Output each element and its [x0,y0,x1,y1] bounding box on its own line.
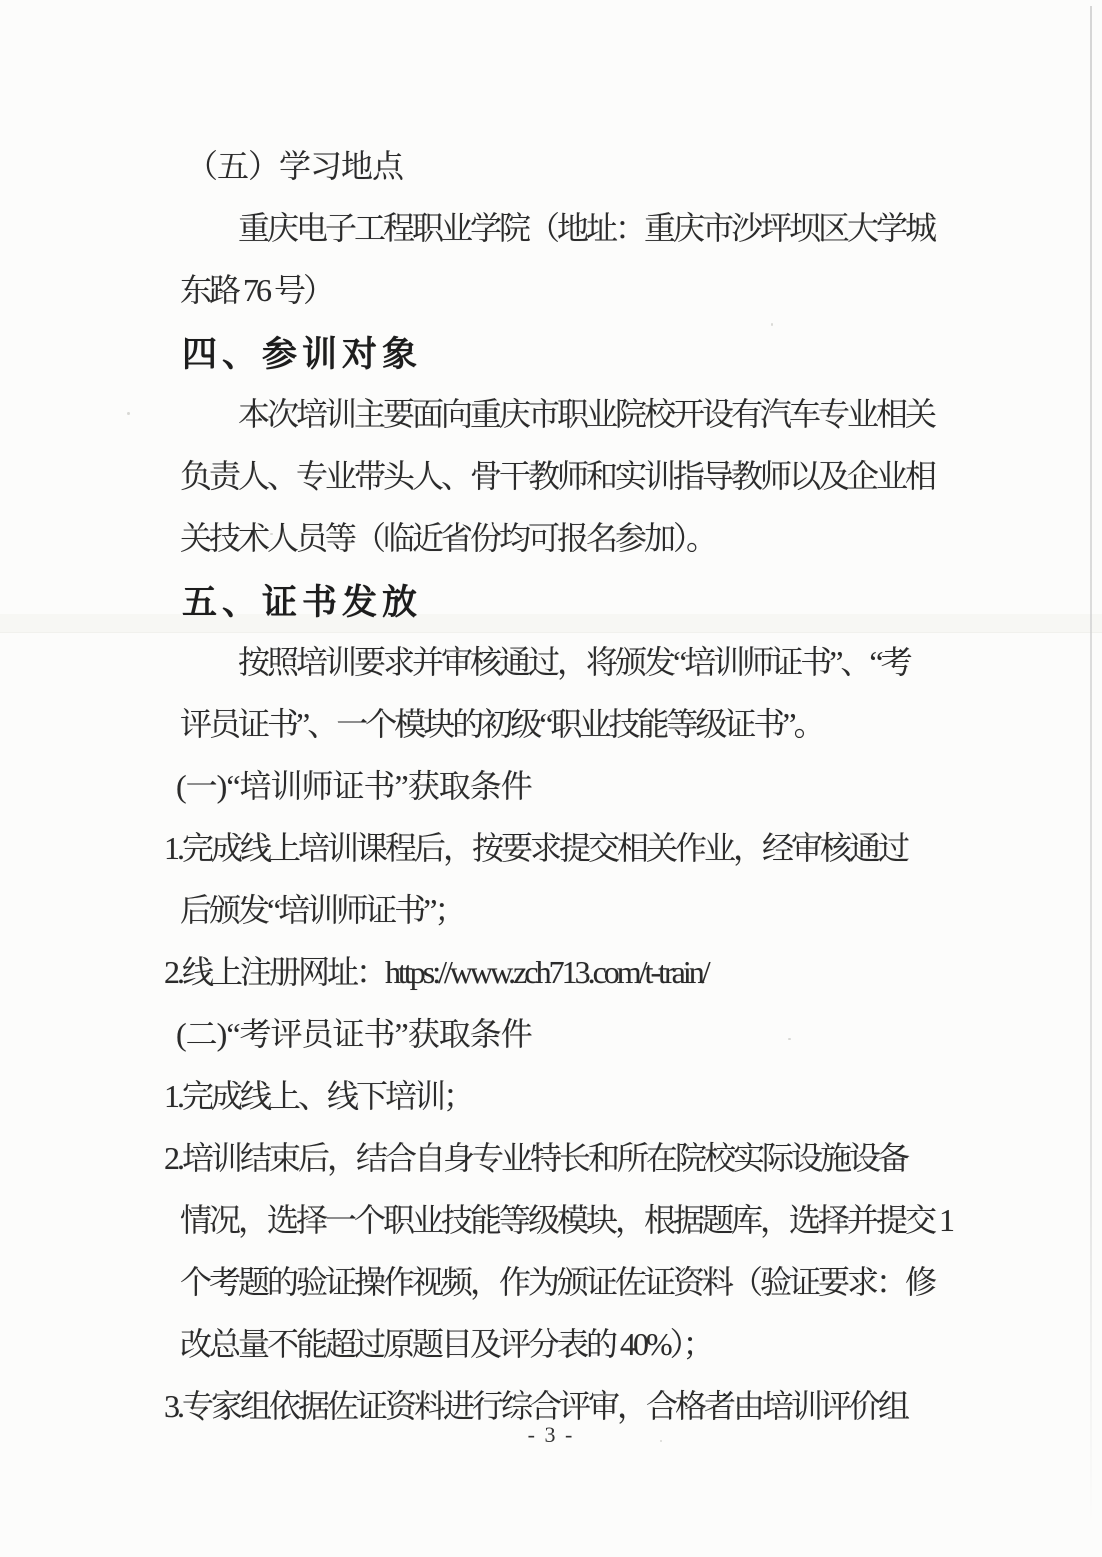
scan-edge-line [1090,6,1092,1526]
text-line: 按照培训要求并审核通过，将颁发“培训师证书”、“考 [238,644,910,680]
text-line: （五）学习地点 [186,148,404,184]
text-line: 2.线上注册网址：https://www.zch713.com/t-train/ [164,954,708,990]
scan-speck [771,323,773,326]
text-line: (二)“考评员证书”获取条件 [176,1016,532,1052]
text-line: 东路 76 号） [180,272,333,308]
text-line: 个考题的验证操作视频，作为颁证佐证资料（验证要求：修 [180,1264,935,1300]
text-line: 重庆电子工程职业学院（地址：重庆市沙坪坝区大学城 [238,210,935,246]
page-number: - 3 - [527,1422,575,1447]
text-line: 2.培训结束后，结合自身专业特长和所在院校实际设施设备 [164,1140,908,1176]
text-line: 评员证书”、一个模块的初级“职业技能等级证书”。 [180,706,823,742]
text-line: 3.专家组依据佐证资料进行综合评审，合格者由培训评价组 [164,1388,908,1424]
text-line: 1.完成线上培训课程后，按要求提交相关作业，经审核通过 [164,830,908,866]
text-line: 改总量不能超过原题目及评分表的 40%）； [180,1326,712,1362]
scanner-streak-band [0,614,1102,633]
text-line: 关技术人员等（临近省份均可报名参加）。 [180,520,716,556]
text-line: 四、参训对象 [182,335,423,374]
text-line: 本次培训主要面向重庆市职业院校开设有汽车专业相关 [238,396,935,432]
text-line: 1.完成线上、线下培训； [164,1078,473,1114]
scan-speck [127,412,130,415]
text-line: (一)“培训师证书”获取条件 [176,768,532,804]
scan-speck [788,1038,791,1040]
text-line: 后颁发“培训师证书”； [180,892,464,928]
text-line: 五、证书发放 [182,583,423,622]
text-line: 负责人、专业带头人、骨干教师和实训指导教师以及企业相 [180,458,935,494]
text-line: 情况，选择一个职业技能等级模块，根据题库，选择并提交 1 [180,1202,953,1238]
